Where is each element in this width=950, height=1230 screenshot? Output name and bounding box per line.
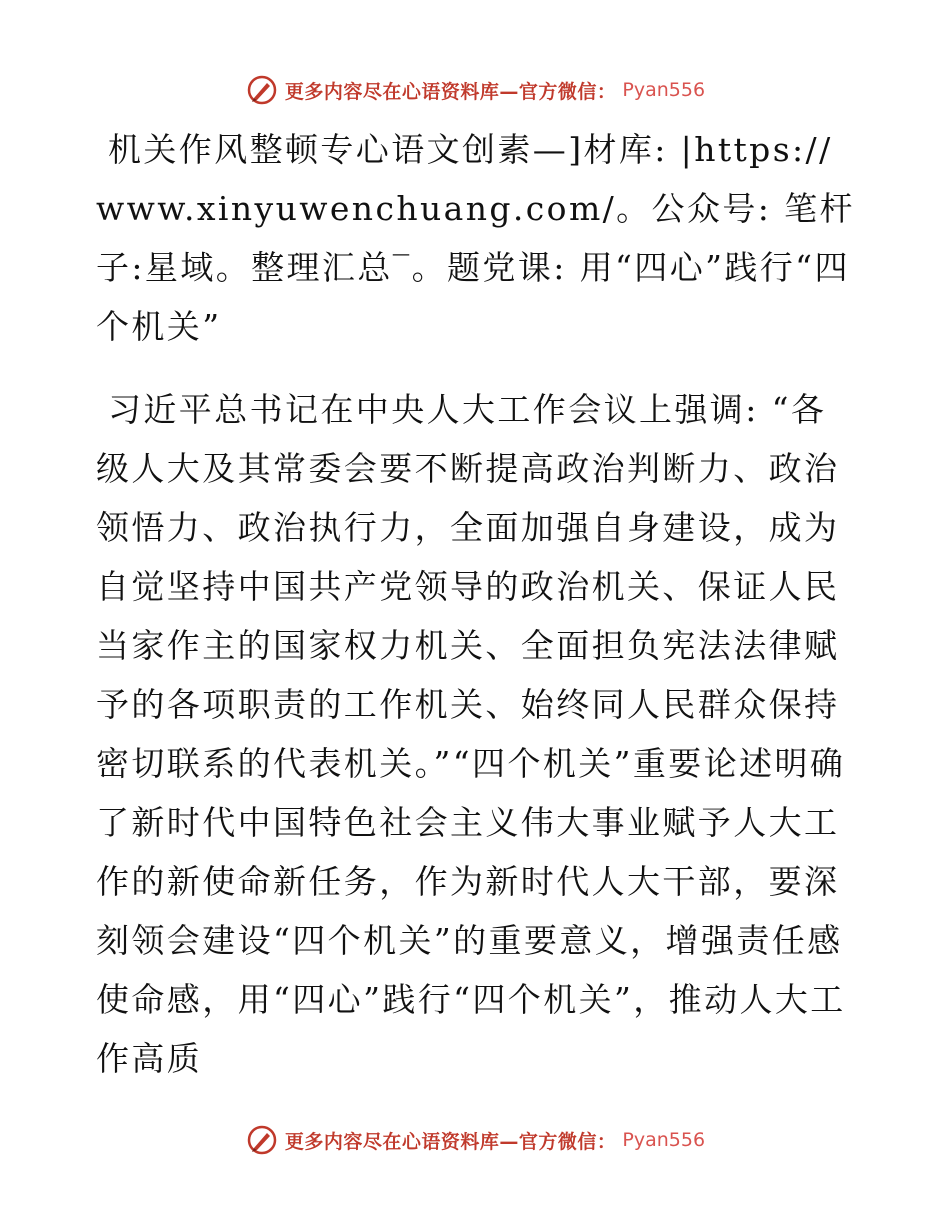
banner-wechat-handle: Pyan556 xyxy=(622,1129,706,1151)
banner-wechat-handle: Pyan556 xyxy=(622,79,706,101)
banner-text: 更多内容尽在心语资料库—官方微信： xyxy=(284,1130,617,1153)
footer-banner xyxy=(0,1120,950,1160)
pen-logo-icon xyxy=(245,1123,279,1157)
header-banner xyxy=(0,70,950,110)
banner-text: 更多内容尽在心语资料库—官方微信： xyxy=(284,80,617,103)
document-body xyxy=(96,120,856,1088)
body-paragraph: 习近平总书记在中央人大工作会议上强调: “各级人大及其常委会要不断提高政治判断力、政治领悟力、政治执行力，全面加强自身建设，成为自觉坚持中国共产党领导的政治机关、保证人民当家作主的国家权力机关、全面担负宪法法律赋予的各项职责的工作机关、始终同人民群众保持密切联系的代表机关。”“四个机关”重要论述明确了新时代中国特色社会主义伟大事业赋予人大工作的新使命新任务，作为新时代人大干部，要深刻领会建设“四个机关”的重要意义，增强责任感使命感，用“四心”践行“四个机关”，推动人大工作高质 xyxy=(96,390,846,1078)
pen-logo-icon xyxy=(245,73,279,107)
title-paragraph: 机关作风整顿专心语文创素—]材库: |https://www.xinyuwenchuang.com/。公众号: 笔杆子:星域。整理汇总‾。题党课: 用“四心”践行“四个机关” xyxy=(96,130,855,346)
